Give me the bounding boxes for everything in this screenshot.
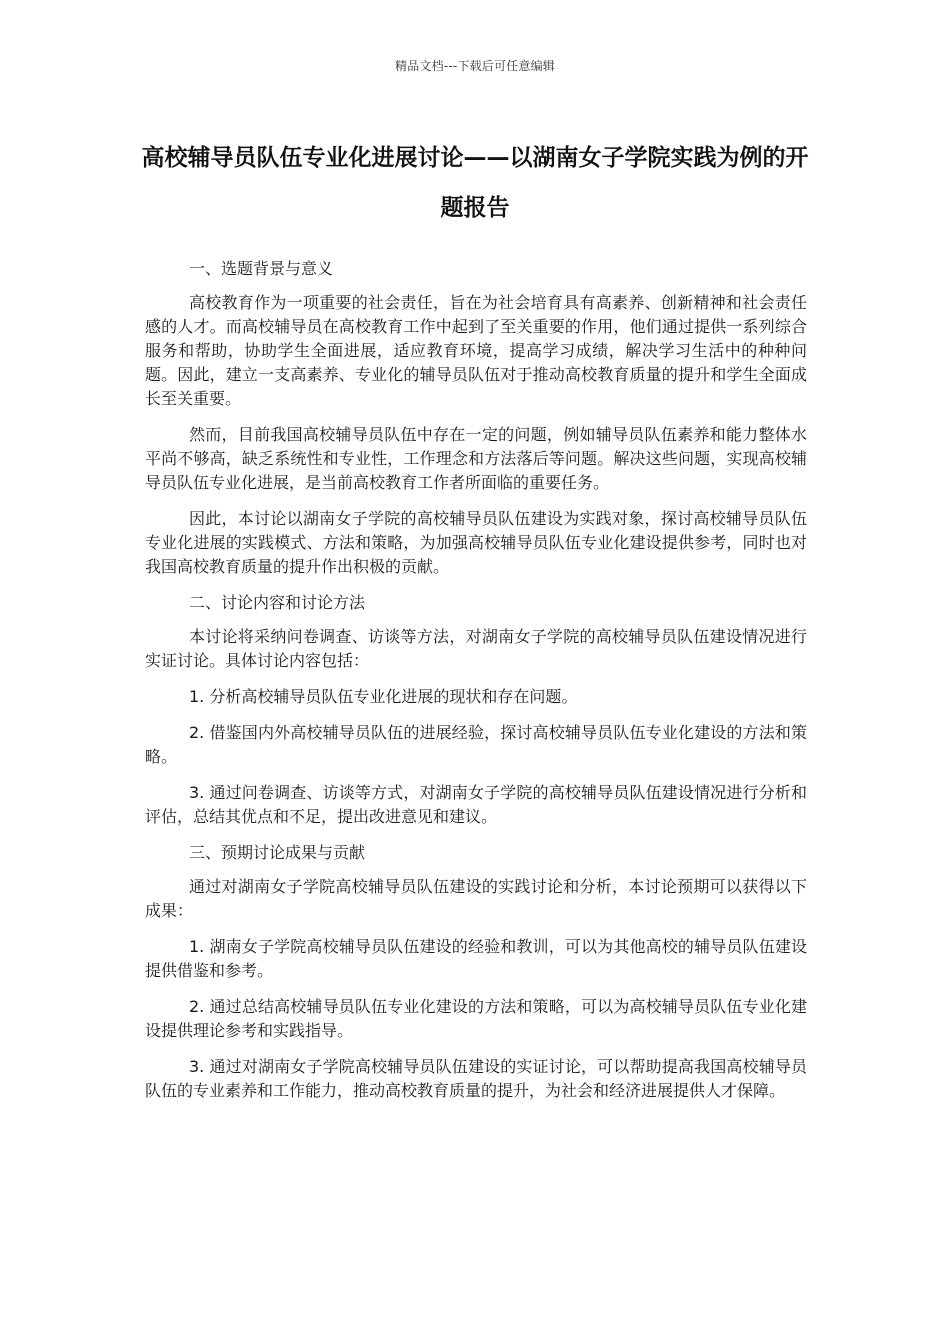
list-item-results-3: 3. 通过对湖南女子学院高校辅导员队伍建设的实证讨论，可以帮助提高我国高校辅导员队伍的专业素养和工作能力，推动高校教育质量的提升，为社会和经济进展提供人才保障。	[145, 1057, 807, 1100]
paragraph-background-1: 高校教育作为一项重要的社会责任，旨在为社会培育具有高素养、创新精神和社会责任感的人才。而高校辅导员在高校教育工作中起到了至关重要的作用，他们通过提供一系列综合服务和帮助，协助学生全面进展，适应教育环境，提高学习成绩，解决学习生活中的种种问题。因此，建立一支高素养、专业化的辅导员队伍对于推动高校教育质量的提升和学生全面成长至关重要。	[145, 293, 807, 408]
paragraph-content-intro: 本讨论将采纳问卷调查、访谈等方法，对湖南女子学院的高校辅导员队伍建设情况进行实证讨论。具体讨论内容包括：	[145, 627, 807, 670]
paragraph-background-3: 因此，本讨论以湖南女子学院的高校辅导员队伍建设为实践对象，探讨高校辅导员队伍专业化进展的实践模式、方法和策略，为加强高校辅导员队伍专业化建设提供参考，同时也对我国高校教育质量的提升作出积极的贡献。	[145, 509, 807, 576]
list-item-content-1: 1. 分析高校辅导员队伍专业化进展的现状和存在问题。	[189, 687, 578, 706]
list-item-results-1: 1. 湖南女子学院高校辅导员队伍建设的经验和教训，可以为其他高校的辅导员队伍建设提供借鉴和参考。	[145, 937, 807, 980]
section-heading-expected-results: 三、预期讨论成果与贡献	[189, 843, 366, 862]
document-title: 高校辅导员队伍专业化进展讨论——以湖南女子学院实践为例的开题报告	[141, 145, 809, 221]
document-body	[145, 257, 807, 1115]
list-item-content-2: 2. 借鉴国内外高校辅导员队伍的进展经验，探讨高校辅导员队伍专业化建设的方法和策略。	[145, 723, 807, 766]
section-heading-background: 一、选题背景与意义	[189, 259, 334, 278]
list-item-content-3: 3. 通过问卷调查、访谈等方式，对湖南女子学院的高校辅导员队伍建设情况进行分析和评估，总结其优点和不足，提出改进意见和建议。	[145, 783, 807, 826]
paragraph-results-intro: 通过对湖南女子学院高校辅导员队伍建设的实践讨论和分析，本讨论预期可以获得以下成果：	[145, 877, 807, 920]
paragraph-background-2: 然而，目前我国高校辅导员队伍中存在一定的问题，例如辅导员队伍素养和能力整体水平尚不够高，缺乏系统性和专业性，工作理念和方法落后等问题。解决这些问题，实现高校辅导员队伍专业化进展，是当前高校教育工作者所面临的重要任务。	[145, 425, 807, 492]
header-note: 精品文档---下载后可任意编辑	[395, 59, 555, 73]
section-heading-content-methods: 二、讨论内容和讨论方法	[189, 593, 366, 612]
list-item-results-2: 2. 通过总结高校辅导员队伍专业化建设的方法和策略，可以为高校辅导员队伍专业化建设提供理论参考和实践指导。	[145, 997, 807, 1040]
